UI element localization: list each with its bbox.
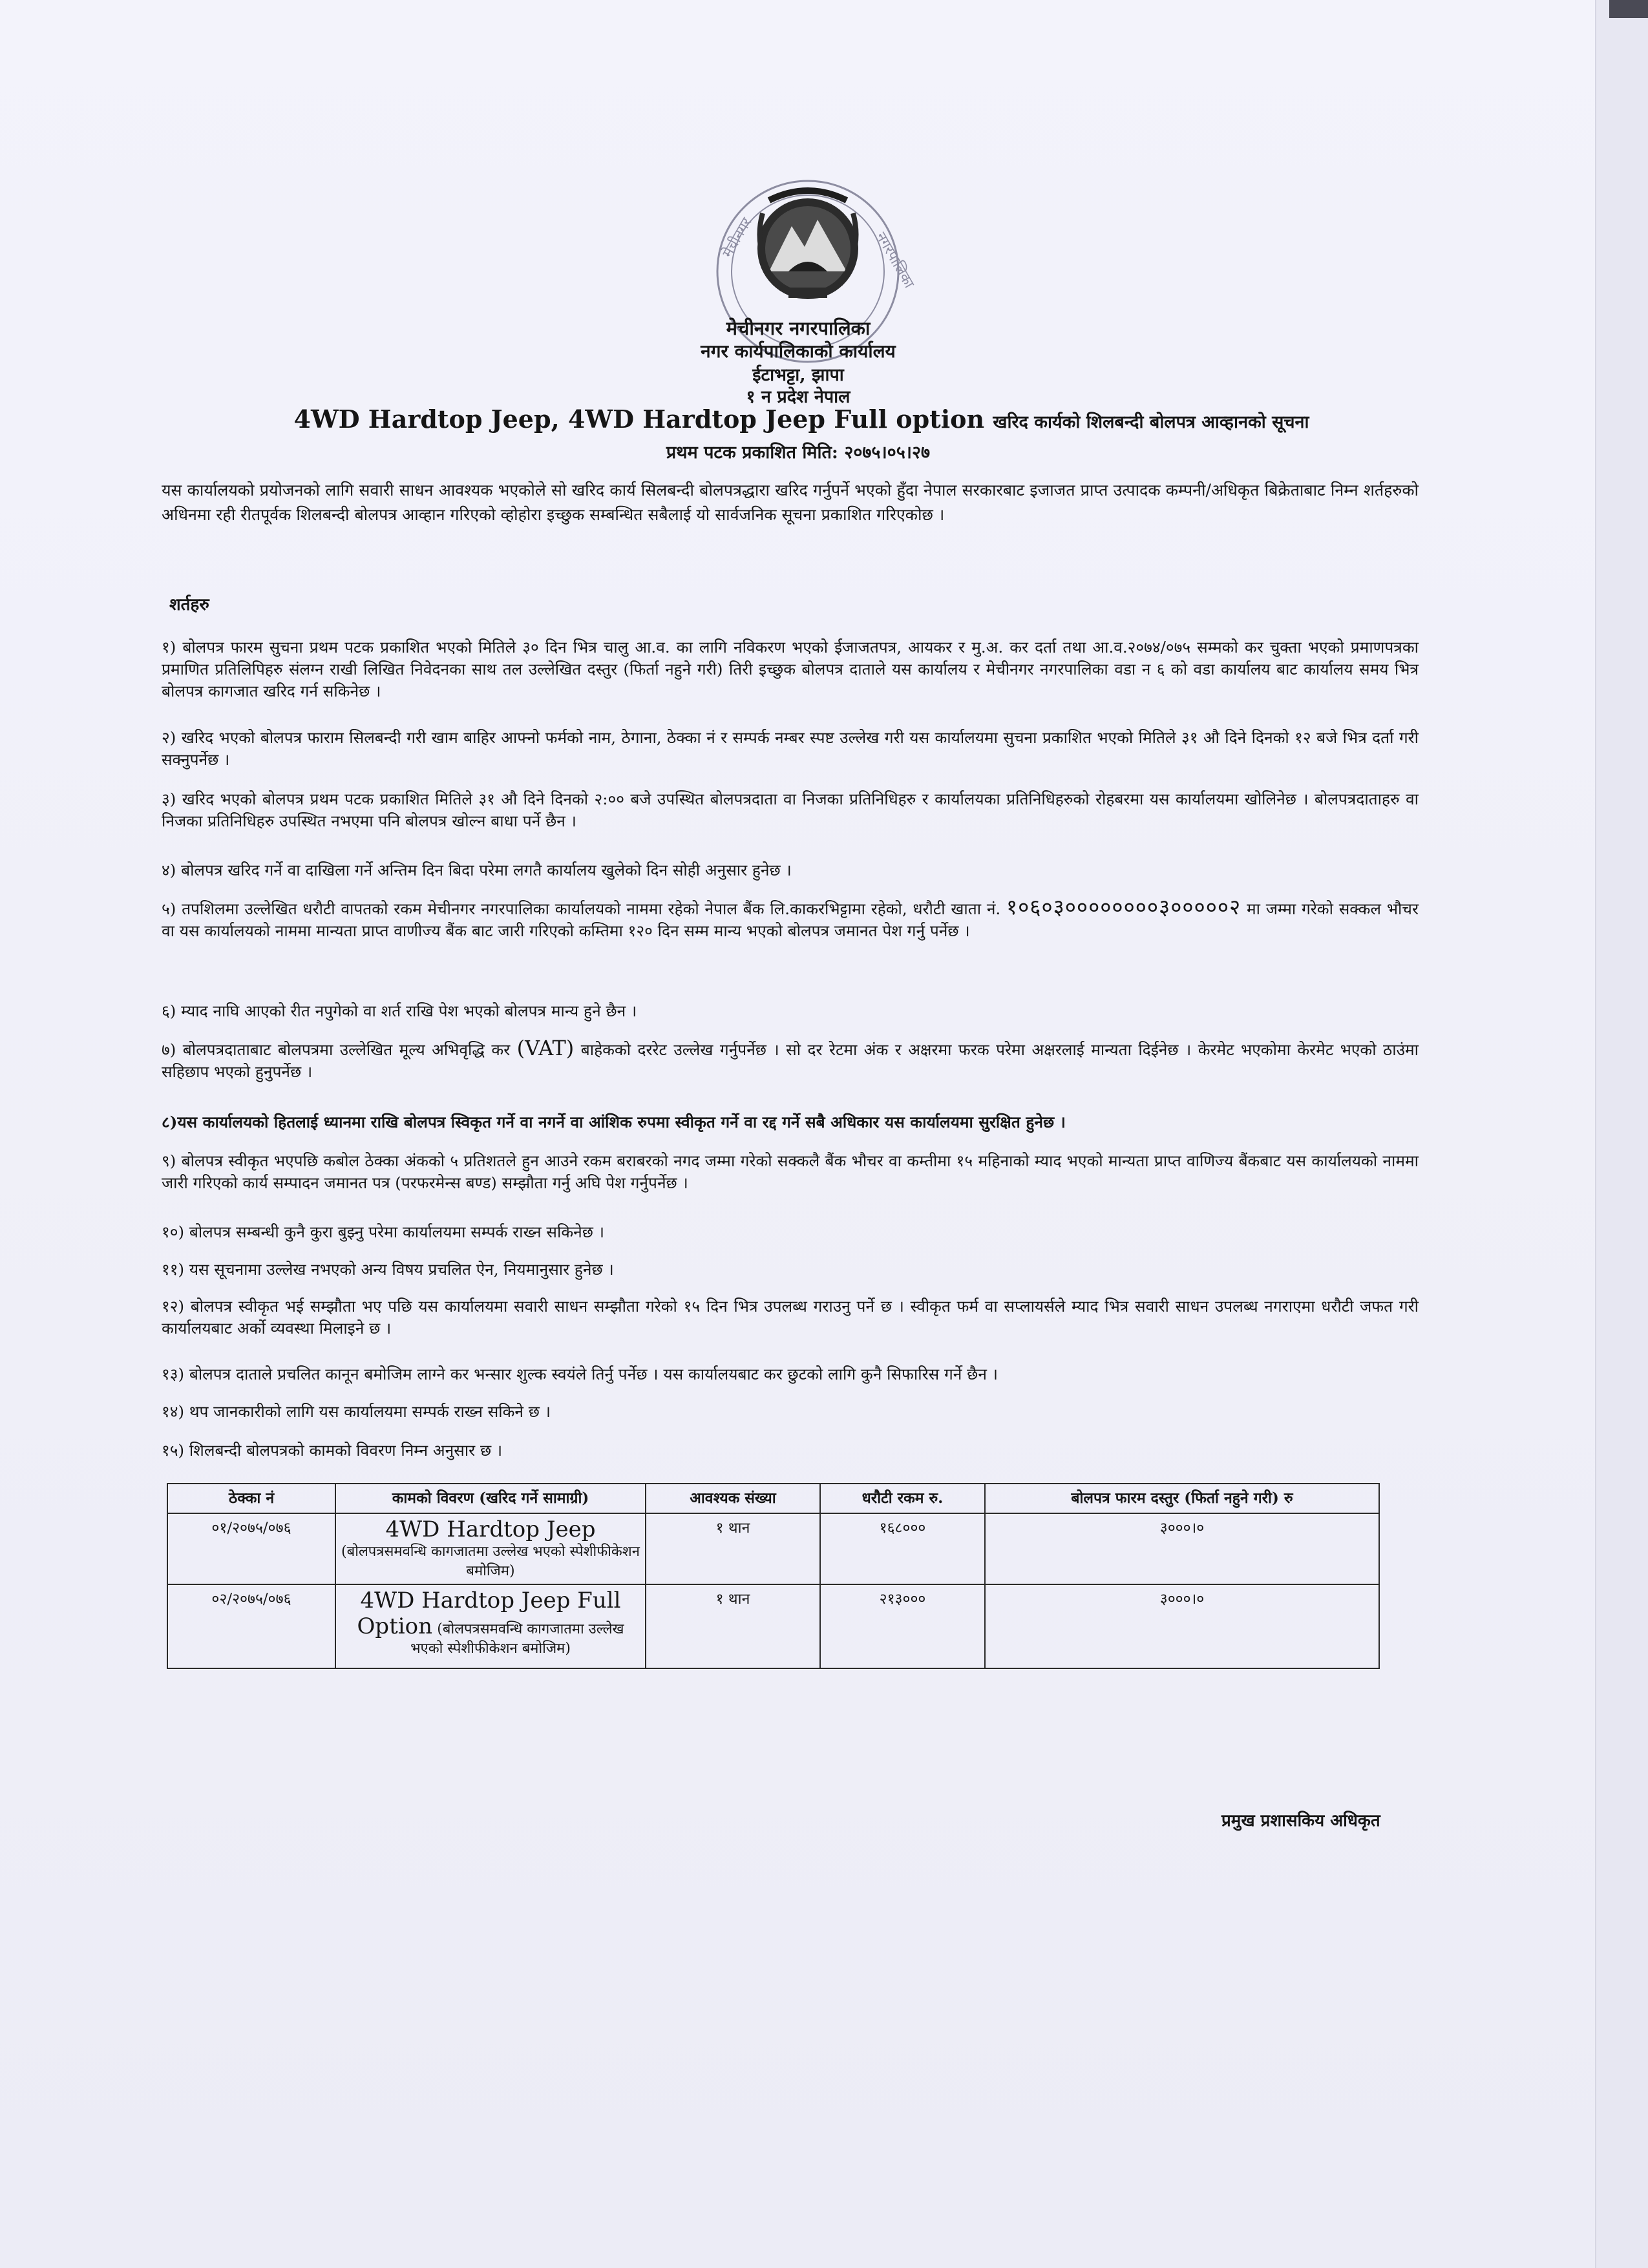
term-1: १) बोलपत्र फारम सुचना प्रथम पटक प्रकाशित भएको मितिले ३० दिन भित्र चालु आ.व. का लागि नविकरण भएको ईजाजतपत्र, आयकर र मु.अ. कर दर्ता तथा आ.व.२०७४/०७५ सम्मको कर चुक्ता भएको प्रमाणपत्रका प्रमाणित प्रतिलिपिहरु संलग्न राखी लिखित निवेदनका साथ तल उल्लेखित दस्तुर (फिर्ता नहुने गरी) तिरी इच्छुक बोलपत्र दाताले यस कार्यालय र मेचीनगर नगरपालिका वडा न ६ को वडा कार्यालय बाट कार्यालय समय भित्र बोलपत्र कागजात खरिद गर्न सकिनेछ । bbox=[162, 638, 1419, 700]
term-5-text-a: ५) तपशिलमा उल्लेखित धरौटी वापतको रकम मेचीनगर नगरपालिका कार्यालयको नाममा रहेको नेपाल बैंक लि.काकरभिट्टामा रहेको, धरौटी खाता नं. bbox=[162, 899, 1001, 918]
term-13: १३) बोलपत्र दाताले प्रचलित कानून बमोजिम लाग्ने कर भन्सार शुल्क स्वयंले तिर्नु पर्नेछ । यस कार्यालयबाट कर छुटको लागि कुनै सिफारिस गर्ने छैन । bbox=[162, 1365, 998, 1383]
row-quantity: १ थान bbox=[646, 1513, 820, 1584]
row-contract-no: ०२/२०७५/०७६ bbox=[167, 1584, 335, 1668]
term-9: ९) बोलपत्र स्वीकृत भएपछि कबोल ठेक्का अंकको ५ प्रतिशतले हुन आउने रकम बराबरको नगद जम्मा गरेको सक्कलै बैंक भौचर वा कम्तीमा १५ महिनाको म्याद भएको मान्यता प्राप्त वाणिज्य बैंकबाट यस कार्यालयको नाममा जारी गरिएको कार्य सम्पादन जमानत पत्र (परफरमेन्स बण्ड) सम्झौता गर्नु अघि पेश गर्नुपर्नेछ । bbox=[162, 1151, 1419, 1192]
term-14: १४) थप जानकारीको लागि यस कार्यालयमा सम्पर्क राख्न सकिने छ । bbox=[162, 1402, 551, 1421]
scan-edge bbox=[1595, 0, 1648, 2268]
office-location: ईटाभट्टा, झापा bbox=[752, 365, 844, 385]
header-quantity: आवश्यक संख्या bbox=[646, 1484, 820, 1513]
term-8: ८)यस कार्यालयको हितलाई ध्यानमा राखि बोलपत्र स्विकृत गर्ने वा नगर्ने वा आंशिक रुपमा स्वीकृत गर्ने वा रद्द गर्ने सबै अधिकार यस कार्यालयमा सुरक्षित हुनेछ । bbox=[162, 1113, 1066, 1131]
row-form-fee: ३०००।० bbox=[985, 1584, 1379, 1668]
header-form-fee: बोलपत्र फारम दस्तुर (फिर्ता नहुने गरी) रु bbox=[985, 1484, 1379, 1513]
deposit-account-number: १०६०३००००००००३०००००२ bbox=[1006, 894, 1241, 919]
row-form-fee: ३०००।० bbox=[985, 1513, 1379, 1584]
intro-paragraph: यस कार्यालयको प्रयोजनको लागि सवारी साधन आवश्यक भएकोले सो खरिद कार्य सिलबन्दी बोलपत्रद्धारा खरिद गर्नुपर्ने भएको हुँदा नेपाल सरकारबाट इजाजत प्राप्त उत्पादक कम्पनी/अधिकृत बिक्रेताबाट निम्न शर्तहरुको अधिनमा रही रीतपूर्वक शिलबन्दी बोलपत्र आव्हान गरिएको व्होहोरा इच्छुक सम्बन्धित सबैलाई यो सार्वजनिक सूचना प्रकाशित गरिएकोछ । bbox=[162, 481, 1419, 524]
signatory-title: प्रमुख प्रशासकिय अधिकृत bbox=[1221, 1811, 1380, 1831]
term-11: ११) यस सूचनामा उल्लेख नभएको अन्य विषय प्रचलित ऐन, नियमानुसार हुनेछ । bbox=[162, 1260, 614, 1279]
row-item-spec: (बोलपत्रसमवन्धि कागजातमा उल्लेख भएको स्पेशीफीकेशन बमोजिम) bbox=[410, 1621, 624, 1657]
row-quantity: १ थान bbox=[646, 1584, 820, 1668]
row-item-name-cont: Option bbox=[357, 1613, 432, 1639]
row-contract-no: ०१/२०७५/०७६ bbox=[167, 1513, 335, 1584]
emblem-icon bbox=[757, 191, 858, 299]
term-10: १०) बोलपत्र सम्बन्धी कुनै कुरा बुझ्नु परेमा कार्यालयमा सम्पर्क राख्न सकिनेछ । bbox=[162, 1223, 604, 1241]
header-description: कामको विवरण (खरिद गर्ने सामाग्री) bbox=[335, 1484, 646, 1513]
bid-items-table bbox=[167, 1483, 1380, 1669]
header-contract-no: ठेक्का नं bbox=[167, 1484, 335, 1513]
term-7-text-b: बाहेकको दररेट उल्लेख गर्नुपर्नेछ । सो दर रेटमा अंक र अक्षरमा फरक परेमा अक्षरलाई मान्यता दिईनेछ । केरमेट भएकोमा केरमेट भएको ठाउंमा सहिछाप भएको हुनुपर्नेछ । bbox=[162, 1040, 1419, 1081]
conditions-heading: शर्तहरु bbox=[169, 595, 209, 614]
row-description bbox=[335, 1584, 646, 1668]
row-deposit: १६८००० bbox=[820, 1513, 985, 1584]
notice-title bbox=[271, 404, 1331, 434]
svg-text:मेचीनगर: मेचीनगर bbox=[719, 215, 755, 260]
office-name: नगर कार्यपालिकाको कार्यालय bbox=[701, 341, 896, 362]
term-7-vat: (VAT) bbox=[516, 1036, 575, 1060]
table-header-row bbox=[167, 1484, 1379, 1513]
row-item-name: 4WD Hardtop Jeep Full bbox=[360, 1588, 621, 1613]
term-6: ६) म्याद नाघि आएको रीत नपुगेको वा शर्त राखि पेश भएको बोलपत्र मान्य हुने छैन । bbox=[162, 1002, 637, 1020]
term-15: १५) शिलबन्दी बोलपत्रको कामको विवरण निम्न अनुसार छ । bbox=[162, 1441, 503, 1460]
row-deposit: २१३००० bbox=[820, 1584, 985, 1668]
term-5-text-b: मा जम्मा गरेको सक्कल भौचर वा यस कार्यालयको नाममा मान्यता प्राप्त वाणीज्य बैंक बाट जारी गरिएको कम्तिमा १२० दिन सम्म मान्य भएको बोलपत्र जमानत पेश गर्नु पर्नेछ । bbox=[162, 899, 1419, 940]
table-row bbox=[167, 1513, 1379, 1584]
term-5 bbox=[162, 896, 1419, 942]
term-7 bbox=[162, 1037, 1419, 1083]
row-item-name: 4WD Hardtop Jeep bbox=[385, 1517, 596, 1542]
municipality-name: मेचीनगर नगरपालिका bbox=[726, 317, 871, 339]
notice-title-rest: खरिद कार्यको शिलबन्दी बोलपत्र आव्हानको सूचना bbox=[993, 412, 1309, 432]
row-item-spec: (बोलपत्रसमवन्धि कागजातमा उल्लेख भएको स्पेशीफीकेशन बमोजिम) bbox=[341, 1544, 640, 1579]
term-12: १२) बोलपत्र स्वीकृत भई सम्झौता भए पछि यस कार्यालयमा सवारी साधन सम्झौता गरेको १५ दिन भित्र उपलब्ध गराउनु पर्ने छ । स्वीकृत फर्म वा सप्लायर्सले म्याद भित्र सवारी साधन उपलब्ध नगराएमा धरौटी जफत गरी कार्यालयबाट अर्को व्यवस्था मिलाइने छ । bbox=[162, 1297, 1419, 1338]
svg-text:नगरपालिका: नगरपालिका bbox=[872, 229, 917, 291]
publication-date: प्रथम पटक प्रकाशित मिति: २०७५।०५।२७ bbox=[666, 443, 931, 463]
term-3: ३) खरिद भएको बोलपत्र प्रथम पटक प्रकाशित मितिले ३१ औ दिने दिनको २:०० बजे उपस्थित बोलपत्रदाता वा निजका प्रतिनिधिहरु र कार्यालयका प्रतिनिधिहरुको रोहबरमा यस कार्यालयमा खोलिनेछ । बोलपत्रदाताहरु वा निजका प्रतिनिधिहरु उपस्थित नभएमा पनि बोलपत्र खोल्न बाधा पर्ने छैन । bbox=[162, 790, 1419, 830]
row-description bbox=[335, 1513, 646, 1584]
notice-title-main: 4WD Hardtop Jeep, 4WD Hardtop Jeep Full option bbox=[293, 404, 985, 434]
province-name: १ न प्रदेश नेपाल bbox=[746, 387, 850, 407]
term-2: २) खरिद भएको बोलपत्र फाराम सिलबन्दी गरी खाम बाहिर आफ्नो फर्मको नाम, ठेगाना, ठेक्का नं र सम्पर्क नम्बर स्पष्ट उल्लेख गरी यस कार्यालयमा सुचना प्रकाशित भएको मितिले ३१ औ दिने दिनको १२ बजे भित्र दर्ता गरी सक्नुपर्नेछ । bbox=[162, 728, 1419, 769]
scan-edge-mark bbox=[1609, 0, 1648, 18]
table-row bbox=[167, 1584, 1379, 1668]
term-7-text-a: ७) बोलपत्रदाताबाट बोलपत्रमा उल्लेखित मूल्य अभिवृद्धि कर bbox=[162, 1040, 511, 1059]
header-deposit: धरौटी रकम रु. bbox=[820, 1484, 985, 1513]
term-4: ४) बोलपत्र खरिद गर्ने वा दाखिला गर्ने अन्तिम दिन बिदा परेमा लगतै कार्यालय खुलेको दिन सोही अनुसार हुनेछ । bbox=[162, 861, 792, 879]
